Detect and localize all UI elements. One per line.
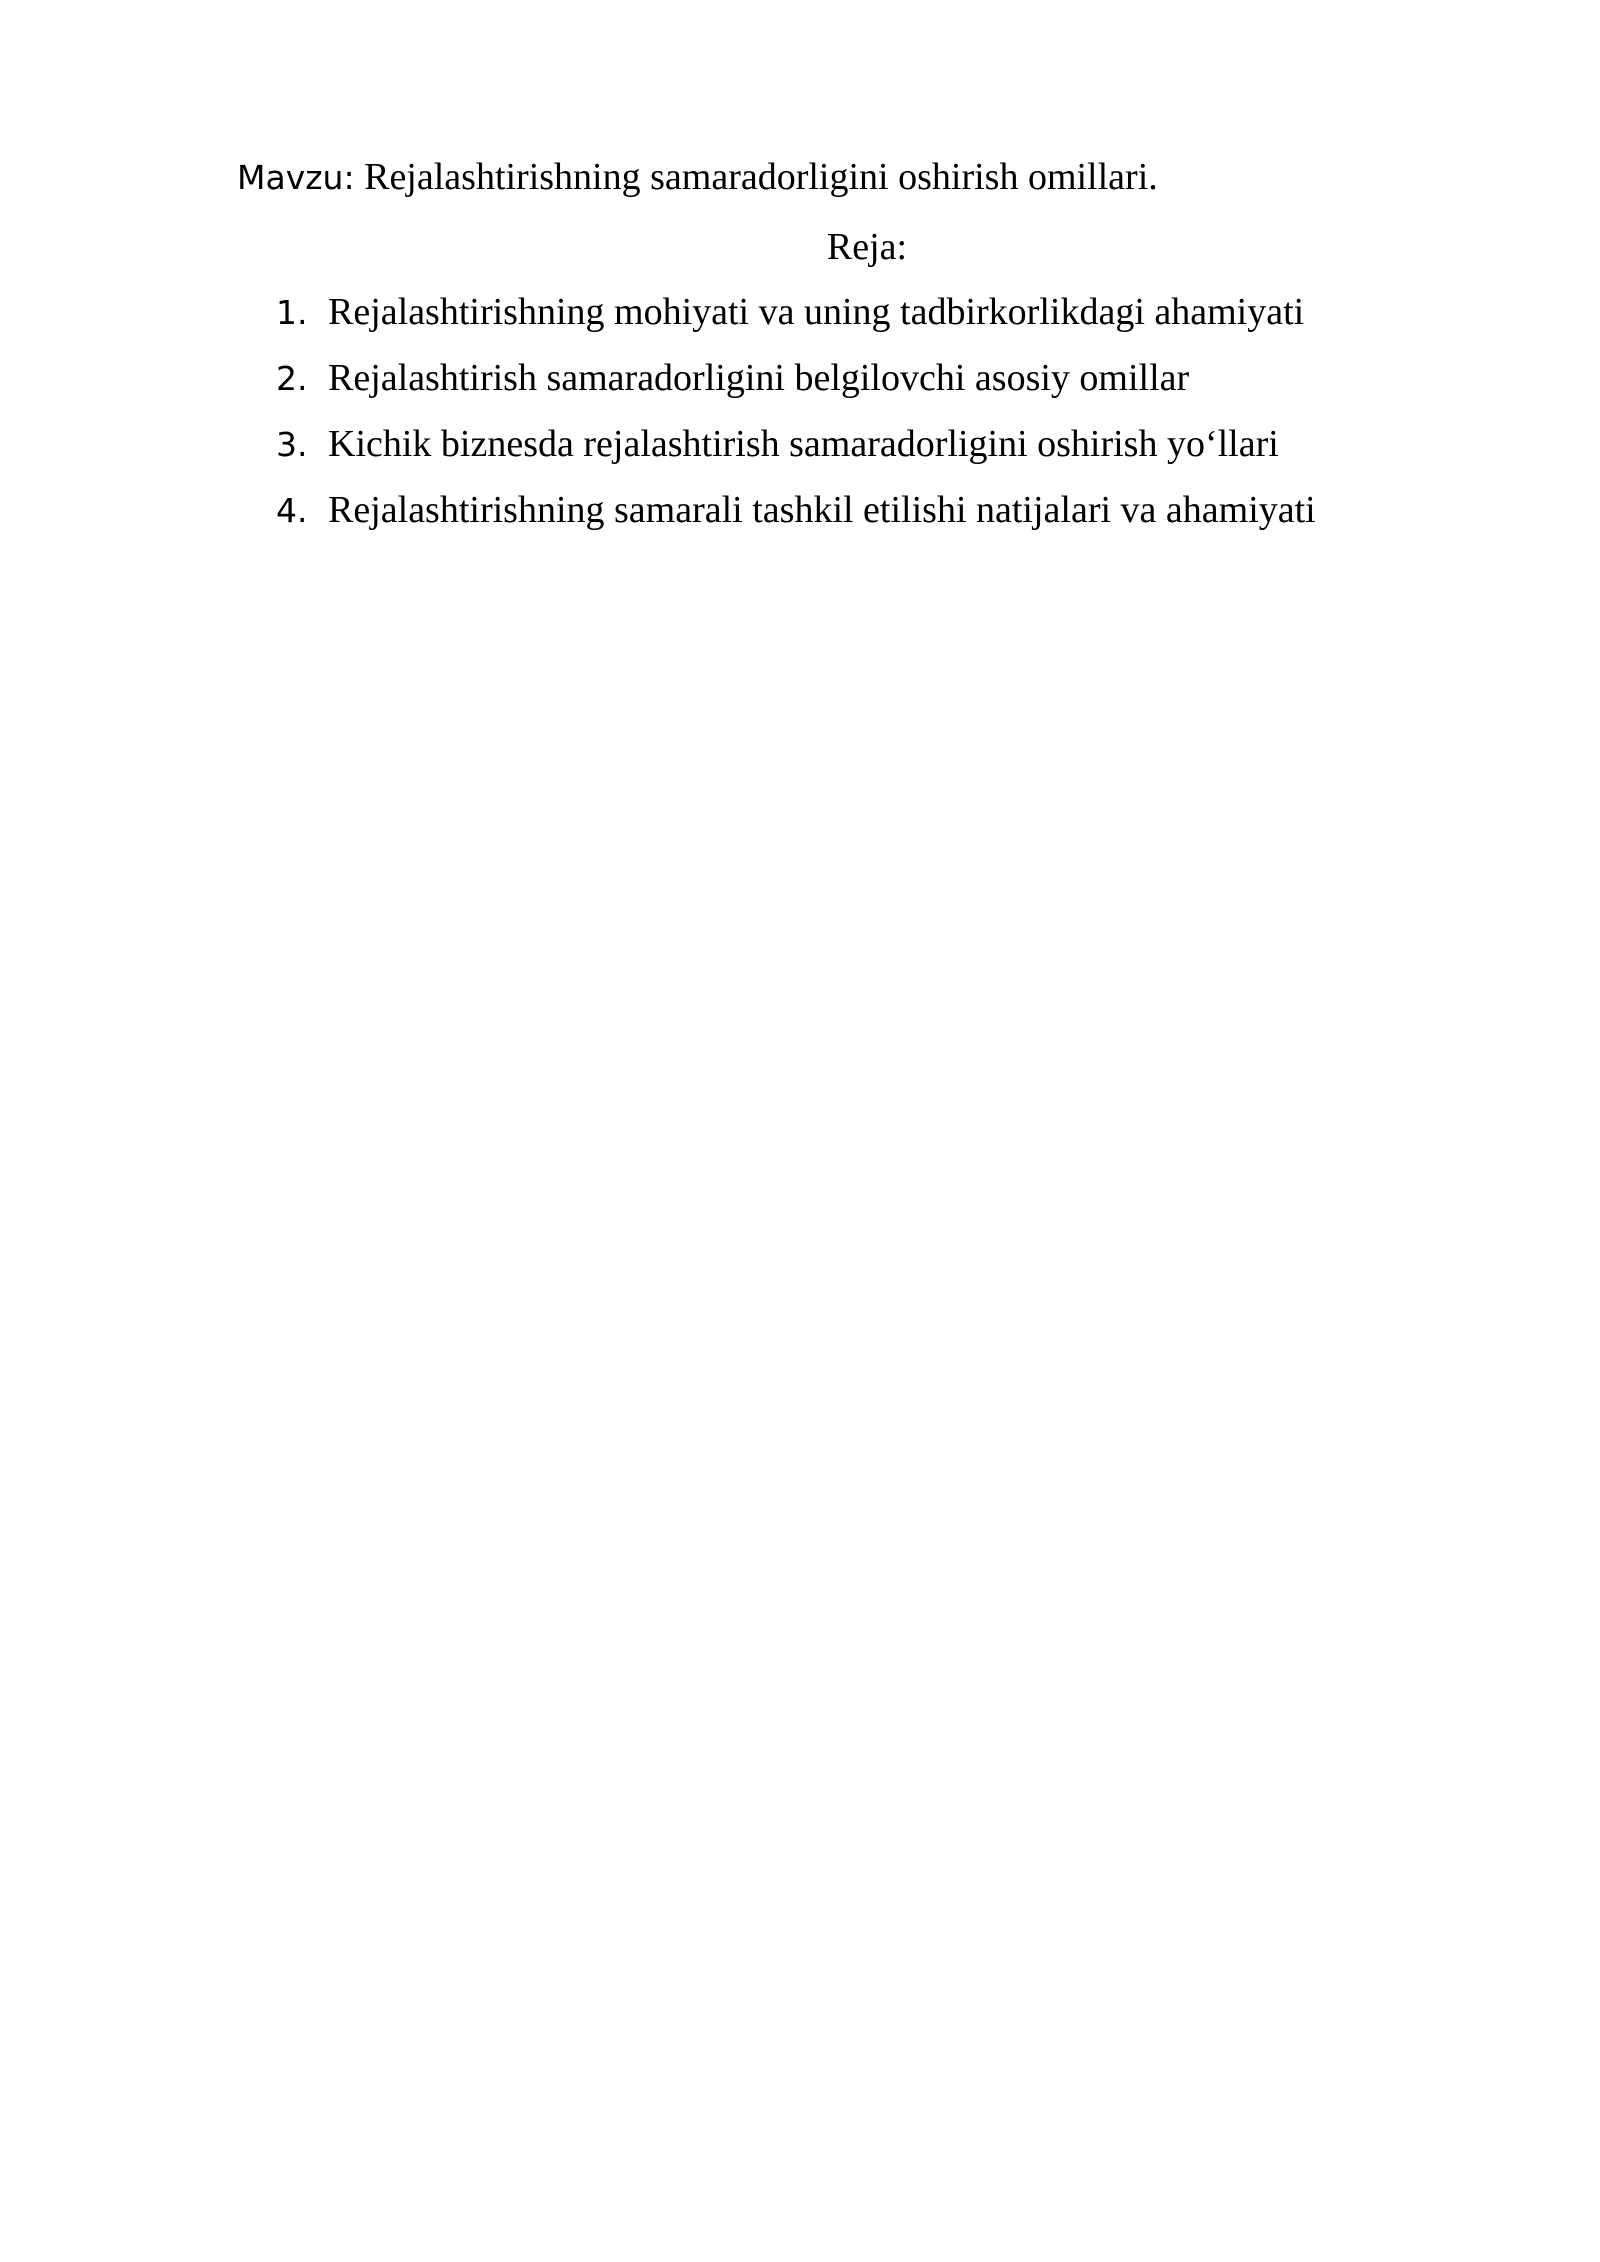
plan-item-text: Rejalashtirishning mohiyati va uning tadbirkorlikdagi ahamiyati <box>328 291 1305 333</box>
topic-label: Mavzu: <box>237 158 355 197</box>
plan-item-text: Kichik biznesda rejalashtirish samaradorligini oshirish yo‘llari <box>328 423 1279 465</box>
topic-heading <box>237 152 1158 203</box>
plan-title: Reja: <box>826 226 908 268</box>
plan-item-text: Rejalashtirish samaradorligini belgilovchi asosiy omillar <box>328 357 1190 399</box>
plan-item-number: 4. <box>276 491 308 530</box>
plan-item-number: 1. <box>276 293 308 332</box>
plan-item <box>276 353 1316 419</box>
plan-item-number: 2. <box>276 359 308 398</box>
plan-list <box>276 287 1316 551</box>
topic-title: Rejalashtirishning samaradorligini oshirish omillari. <box>364 156 1158 198</box>
plan-item-number: 3. <box>276 425 308 464</box>
plan-item <box>276 287 1316 353</box>
plan-item-text: Rejalashtirishning samarali tashkil etilishi natijalari va ahamiyati <box>328 489 1316 531</box>
plan-item <box>276 419 1316 485</box>
plan-item <box>276 485 1316 551</box>
